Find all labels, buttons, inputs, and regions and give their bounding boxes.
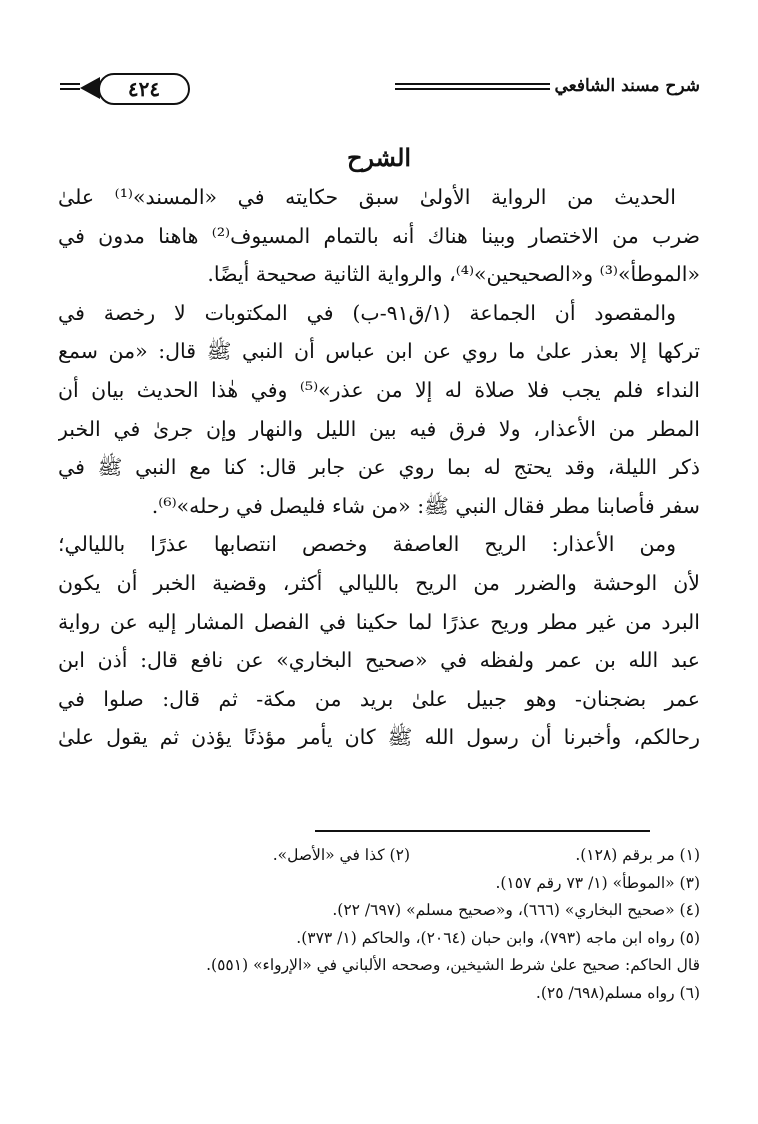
page-number: ٤٢٤	[98, 73, 190, 105]
footnote-3: (٣) «الموطأ» (١/ ٧٣ رقم ١٥٧).	[495, 873, 700, 892]
body-line: «الموطأ»⁽³⁾ و«الصحيحين»⁽⁴⁾، والرواية الثانية صحيحة أيضًا.	[207, 262, 700, 287]
footnote-5-continued: قال الحاكم: صحيح علىٰ شرط الشيخين، وصححه الألباني في «الإرواء» (٥٥١).	[206, 956, 700, 975]
body-line: النداء فلم يجب فلا صلاة له إلا من عذر»⁽⁵⁾ وفي هٰذا الحديث بيان أن	[58, 377, 700, 402]
body-line: عبد الله بن عمر ولفظه في «صحيح البخاري» عن نافع قال: أذن ابن	[58, 648, 700, 673]
footnote-1: (١) مر برقم (١٢٨).	[575, 846, 700, 864]
body-line: تركها إلا بعذر علىٰ ما روي عن ابن عباس أن النبي ﷺ قال: «من سمع	[58, 339, 700, 364]
footnote-6: (٦) رواه مسلم(٦٩٨/ ٢٥).	[535, 983, 700, 1002]
body-line: عمر بضجنان- وهو جبيل علىٰ بريد من مكة- ثم قال: صلوا في	[58, 686, 700, 711]
footnote-4: (٤) «صحيح البخاري» (٦٦٦)، و«صحيح مسلم» (٦٩٧/ ٢٢).	[332, 901, 700, 920]
header-rule-left	[60, 83, 80, 91]
footnotes	[58, 842, 700, 1008]
footnote-5: (٥) رواه ابن ماجه (٧٩٣)، وابن حبان (٢٠٦٤)، والحاكم (١/ ٣٧٣).	[296, 928, 700, 947]
badge-arrow-icon	[80, 77, 100, 99]
running-title: شرح مسند الشافعي	[554, 76, 700, 96]
body-line: لأن الوحشة والضرر من الريح بالليالي أكثر، وقضية الخبر أن يكون	[58, 570, 700, 595]
page-number-badge	[80, 71, 200, 105]
body-line: ذكر الليلة، وقد يحتج له بما روي عن جابر قال: كنا مع النبي ﷺ في	[58, 455, 700, 480]
footnote-separator	[315, 830, 650, 832]
footnote-row	[58, 842, 700, 870]
header-rule-right	[395, 83, 550, 91]
body-line: المطر من الأعذار، ولا فرق فيه بين الليل والنهار وإن جرىٰ في الخبر	[58, 416, 700, 441]
footnote-2: (٢) كذا في «الأصل».	[272, 846, 410, 864]
section-heading: الشرح	[346, 143, 412, 172]
body-text	[58, 178, 700, 757]
body-line: ومن الأعذار: الريح العاصفة وخصص انتصابها عذرًا بالليالي؛	[58, 532, 676, 557]
body-line: ضرب من الاختصار وبينا هناك أنه بالتمام المسيوف⁽²⁾ هاهنا مدون في	[58, 223, 700, 248]
body-line: البرد من غير مطر وريح عذرًا لما حكينا في الفصل المشار إليه عن رواية	[58, 609, 700, 634]
body-line: الحديث من الرواية الأولىٰ سبق حكايته في «المسند»⁽¹⁾ علىٰ	[58, 185, 676, 209]
body-line: والمقصود أن الجماعة (١/ق٩١-ب) في المكتوبات لا رخصة في	[58, 300, 676, 325]
body-line: سفر فأصابنا مطر فقال النبي ﷺ: «من شاء فليصل في رحله»⁽⁶⁾.	[151, 493, 700, 518]
running-header	[60, 72, 700, 112]
body-line: رحالكم، وأخبرنا أن رسول الله ﷺ كان يأمر مؤذنًا يؤذن ثم يقول علىٰ	[58, 725, 700, 750]
